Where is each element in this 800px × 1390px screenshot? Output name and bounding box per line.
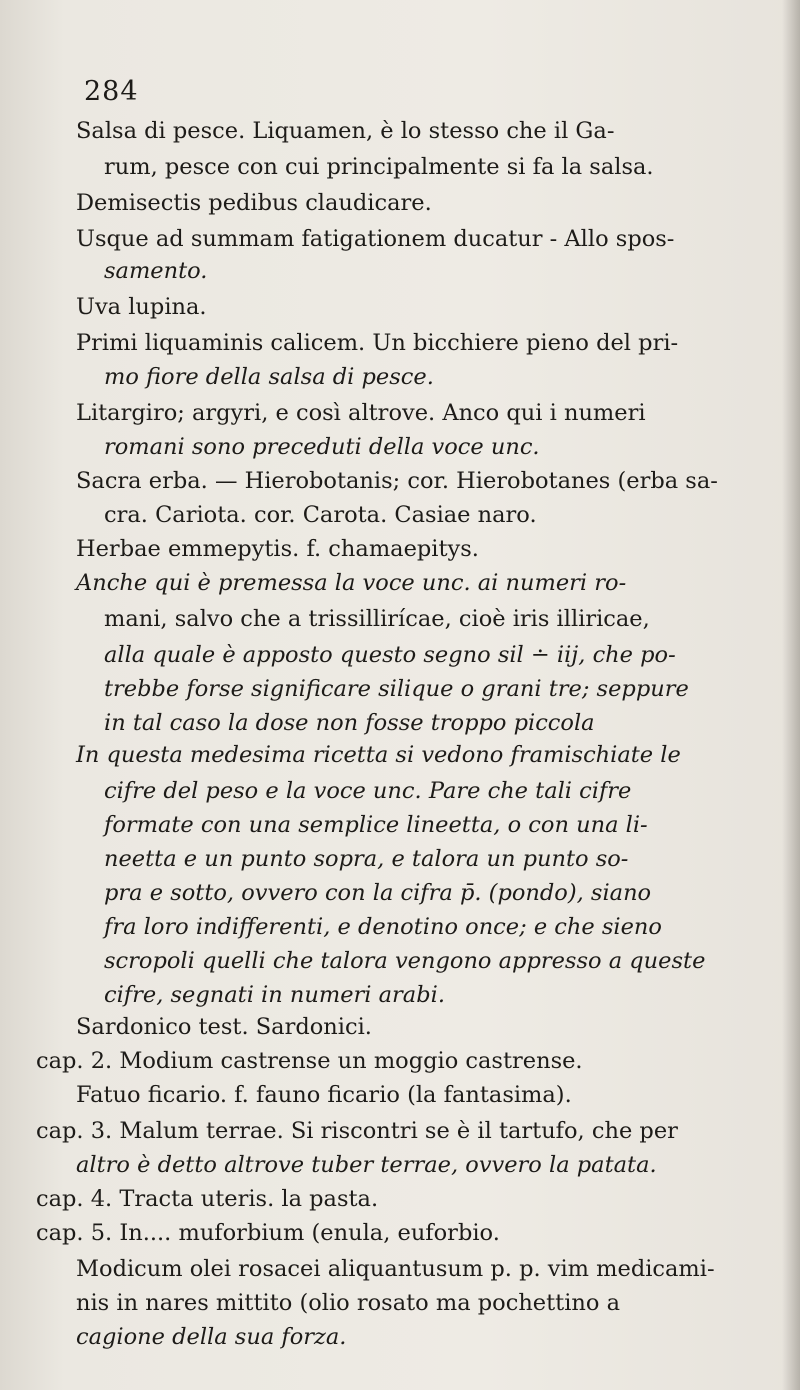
text-line: mo fiore della salsa di pesce. <box>104 364 434 390</box>
text-line: neetta e un punto sopra, e talora un punto so- <box>104 846 629 872</box>
text-line: rum, pesce con cui principalmente si fa la salsa. <box>104 154 654 180</box>
text-line: Demisectis pedibus claudicare. <box>76 190 432 216</box>
text-line: Uva lupina. <box>76 294 207 320</box>
page-edge-shadow <box>782 0 800 1390</box>
text-line: in tal caso la dose non fosse troppo piccola <box>104 710 595 736</box>
text-line: In questa medesima ricetta si vedono framischiate le <box>76 742 681 768</box>
text-line: cap. 3. Malum terrae. Si riscontri se è il tartufo, che per <box>36 1118 678 1144</box>
text-line: cagione della sua forza. <box>76 1324 347 1350</box>
text-line: Herbae emmepytis. f. chamaepitys. <box>76 536 479 562</box>
text-line: scropoli quelli che talora vengono appresso a queste <box>104 948 706 974</box>
text-line: Usque ad summam fatigationem ducatur - Allo spos- <box>76 226 675 252</box>
text-line: samento. <box>104 258 208 284</box>
text-line: cap. 5. In.... muforbium (enula, euforbio. <box>36 1220 500 1246</box>
page-number: 284 <box>84 76 139 107</box>
text-line: pra e sotto, ovvero con la cifra p̄. (pondo), siano <box>104 880 652 906</box>
text-line: nis in nares mittito (olio rosato ma pochettino a <box>76 1290 621 1316</box>
text-line: Salsa di pesce. Liquamen, è lo stesso che il Ga- <box>76 118 615 144</box>
text-line: cifre, segnati in numeri arabi. <box>104 982 445 1008</box>
text-line: romani sono preceduti della voce unc. <box>104 434 540 460</box>
text-line: cifre del peso e la voce unc. Pare che tali cifre <box>104 778 632 804</box>
text-line: formate con una semplice lineetta, o con una li- <box>104 812 648 838</box>
text-line: cap. 4. Tracta uteris. la pasta. <box>36 1186 379 1212</box>
text-line: Fatuo ficario. f. fauno ficario (la fantasima). <box>76 1082 572 1108</box>
text-line: trebbe forse significare silique o grani tre; seppure <box>104 676 689 702</box>
text-line: cap. 2. Modium castrense un moggio castrense. <box>36 1048 583 1074</box>
text-line: fra loro indifferenti, e denotino once; e che sieno <box>104 914 662 940</box>
text-line: Modicum olei rosacei aliquantusum p. p. vim medicami- <box>76 1256 715 1282</box>
text-line: mani, salvo che a trissillirícae, cioè iris illiricae, <box>104 606 650 632</box>
text-line: Sardonico test. Sardonici. <box>76 1014 372 1040</box>
text-line: alla quale è apposto questo segno sil ∸ iij, che po- <box>104 642 676 668</box>
text-line: cra. Cariota. cor. Carota. Casiae naro. <box>104 502 537 528</box>
text-line: Sacra erba. — Hierobotanis; cor. Hierobotanes (erba sa- <box>76 468 718 494</box>
text-line: Anche qui è premessa la voce unc. ai numeri ro- <box>76 570 627 596</box>
text-line: Litargiro; argyri, e così altrove. Anco qui i numeri <box>76 400 646 426</box>
text-line: Primi liquaminis calicem. Un bicchiere pieno del pri- <box>76 330 679 356</box>
text-line: altro è detto altrove tuber terrae, ovvero la patata. <box>76 1152 657 1178</box>
